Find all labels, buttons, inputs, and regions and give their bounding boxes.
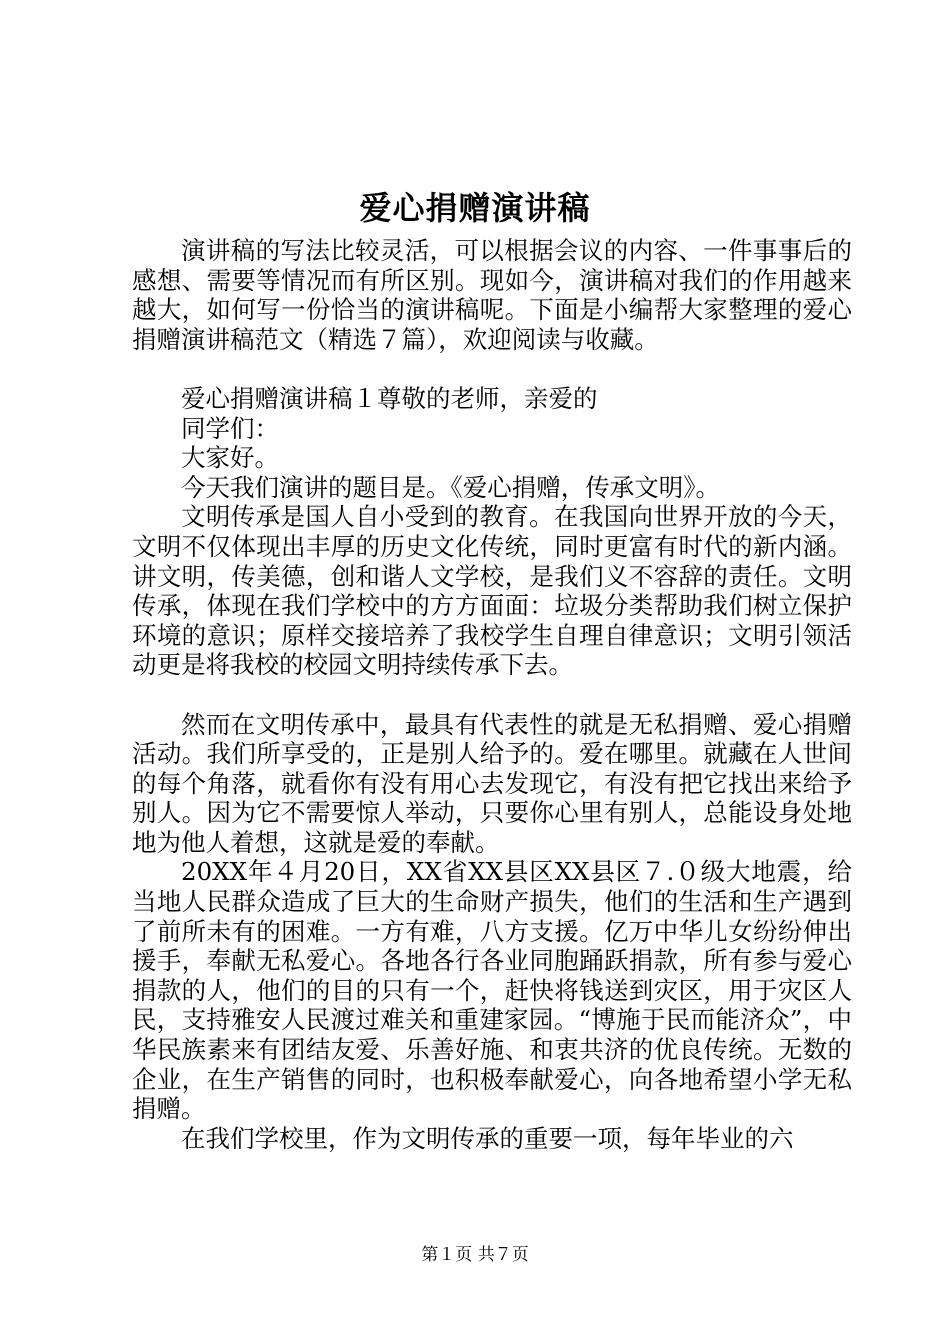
document-body	[132, 236, 852, 1153]
body-paragraph: 文明传承是国人自小受到的教育。在我国向世界开放的今天，文明不仅体现出丰厚的历史文化传统，同时更富有时代的新内涵。讲文明，传美德，创和谐人文学校，是我们义不容辞的责任。文明传承，体现在我们学校中的方方面面：垃圾分类帮助我们树立保护环境的意识；原样交接培养了我校学生自理自律意识；文明引领活动更是将我校的校园文明持续传承下去。	[132, 502, 852, 680]
salutation-line: 同学们：	[181, 413, 279, 443]
document-title: 爱心捐赠演讲稿	[359, 189, 591, 227]
intro-paragraph: 演讲稿的写法比较灵活，可以根据会议的内容、一件事事后的感想、需要等情况而有所区别。现如今，演讲稿对我们的作用越来越大，如何写一份恰当的演讲稿呢。下面是小编帮大家整理的爱心捐赠演讲稿范文（精选７篇），欢迎阅读与收藏。	[132, 236, 852, 354]
speech-heading-line: 爱心捐赠演讲稿１尊敬的老师，亲爱的	[181, 383, 598, 413]
body-paragraph: 然而在文明传承中，最具有代表性的就是无私捐赠、爱心捐赠活动。我们所享受的，正是别人给予的。爱在哪里。就藏在人世间的每个角落，就看你有没有用心去发现它，有没有把它找出来给予别人。因为它不需要惊人举动，只要你心里有别人，总能设身处地地为他人着想，这就是爱的奉献。	[132, 709, 852, 857]
body-paragraph: 20XX年４月20日，XX省XX县区XX县区７.０级大地震，给当地人民群众造成了巨大的生命财产损失，他们的生活和生产遇到了前所未有的困难。一方有难，八方支援。亿万中华儿女纷纷伸出援手，奉献无私爱心。各地各行各业同胞踊跃捐款，所有参与爱心捐款的人，他们的目的只有一个，赶快将钱送到灾区，用于灾区人民，支持雅安人民渡过难关和重建家园。“博施于民而能济众”，中华民族素来有团结友爱、乐善好施、和衷共济的优良传统。无数的企业，在生产销售的同时，也积极奉献爱心，向各地希望小学无私捐赠。	[132, 857, 852, 1124]
topic-line: 今天我们演讲的题目是。《爱心捐赠，传承文明》。	[181, 472, 720, 502]
page-footer: 第１页 共７页	[421, 1245, 529, 1265]
body-paragraph: 在我们学校里，作为文明传承的重要一项，每年毕业的六	[181, 1123, 794, 1153]
greeting-line: 大家好。	[181, 443, 279, 473]
